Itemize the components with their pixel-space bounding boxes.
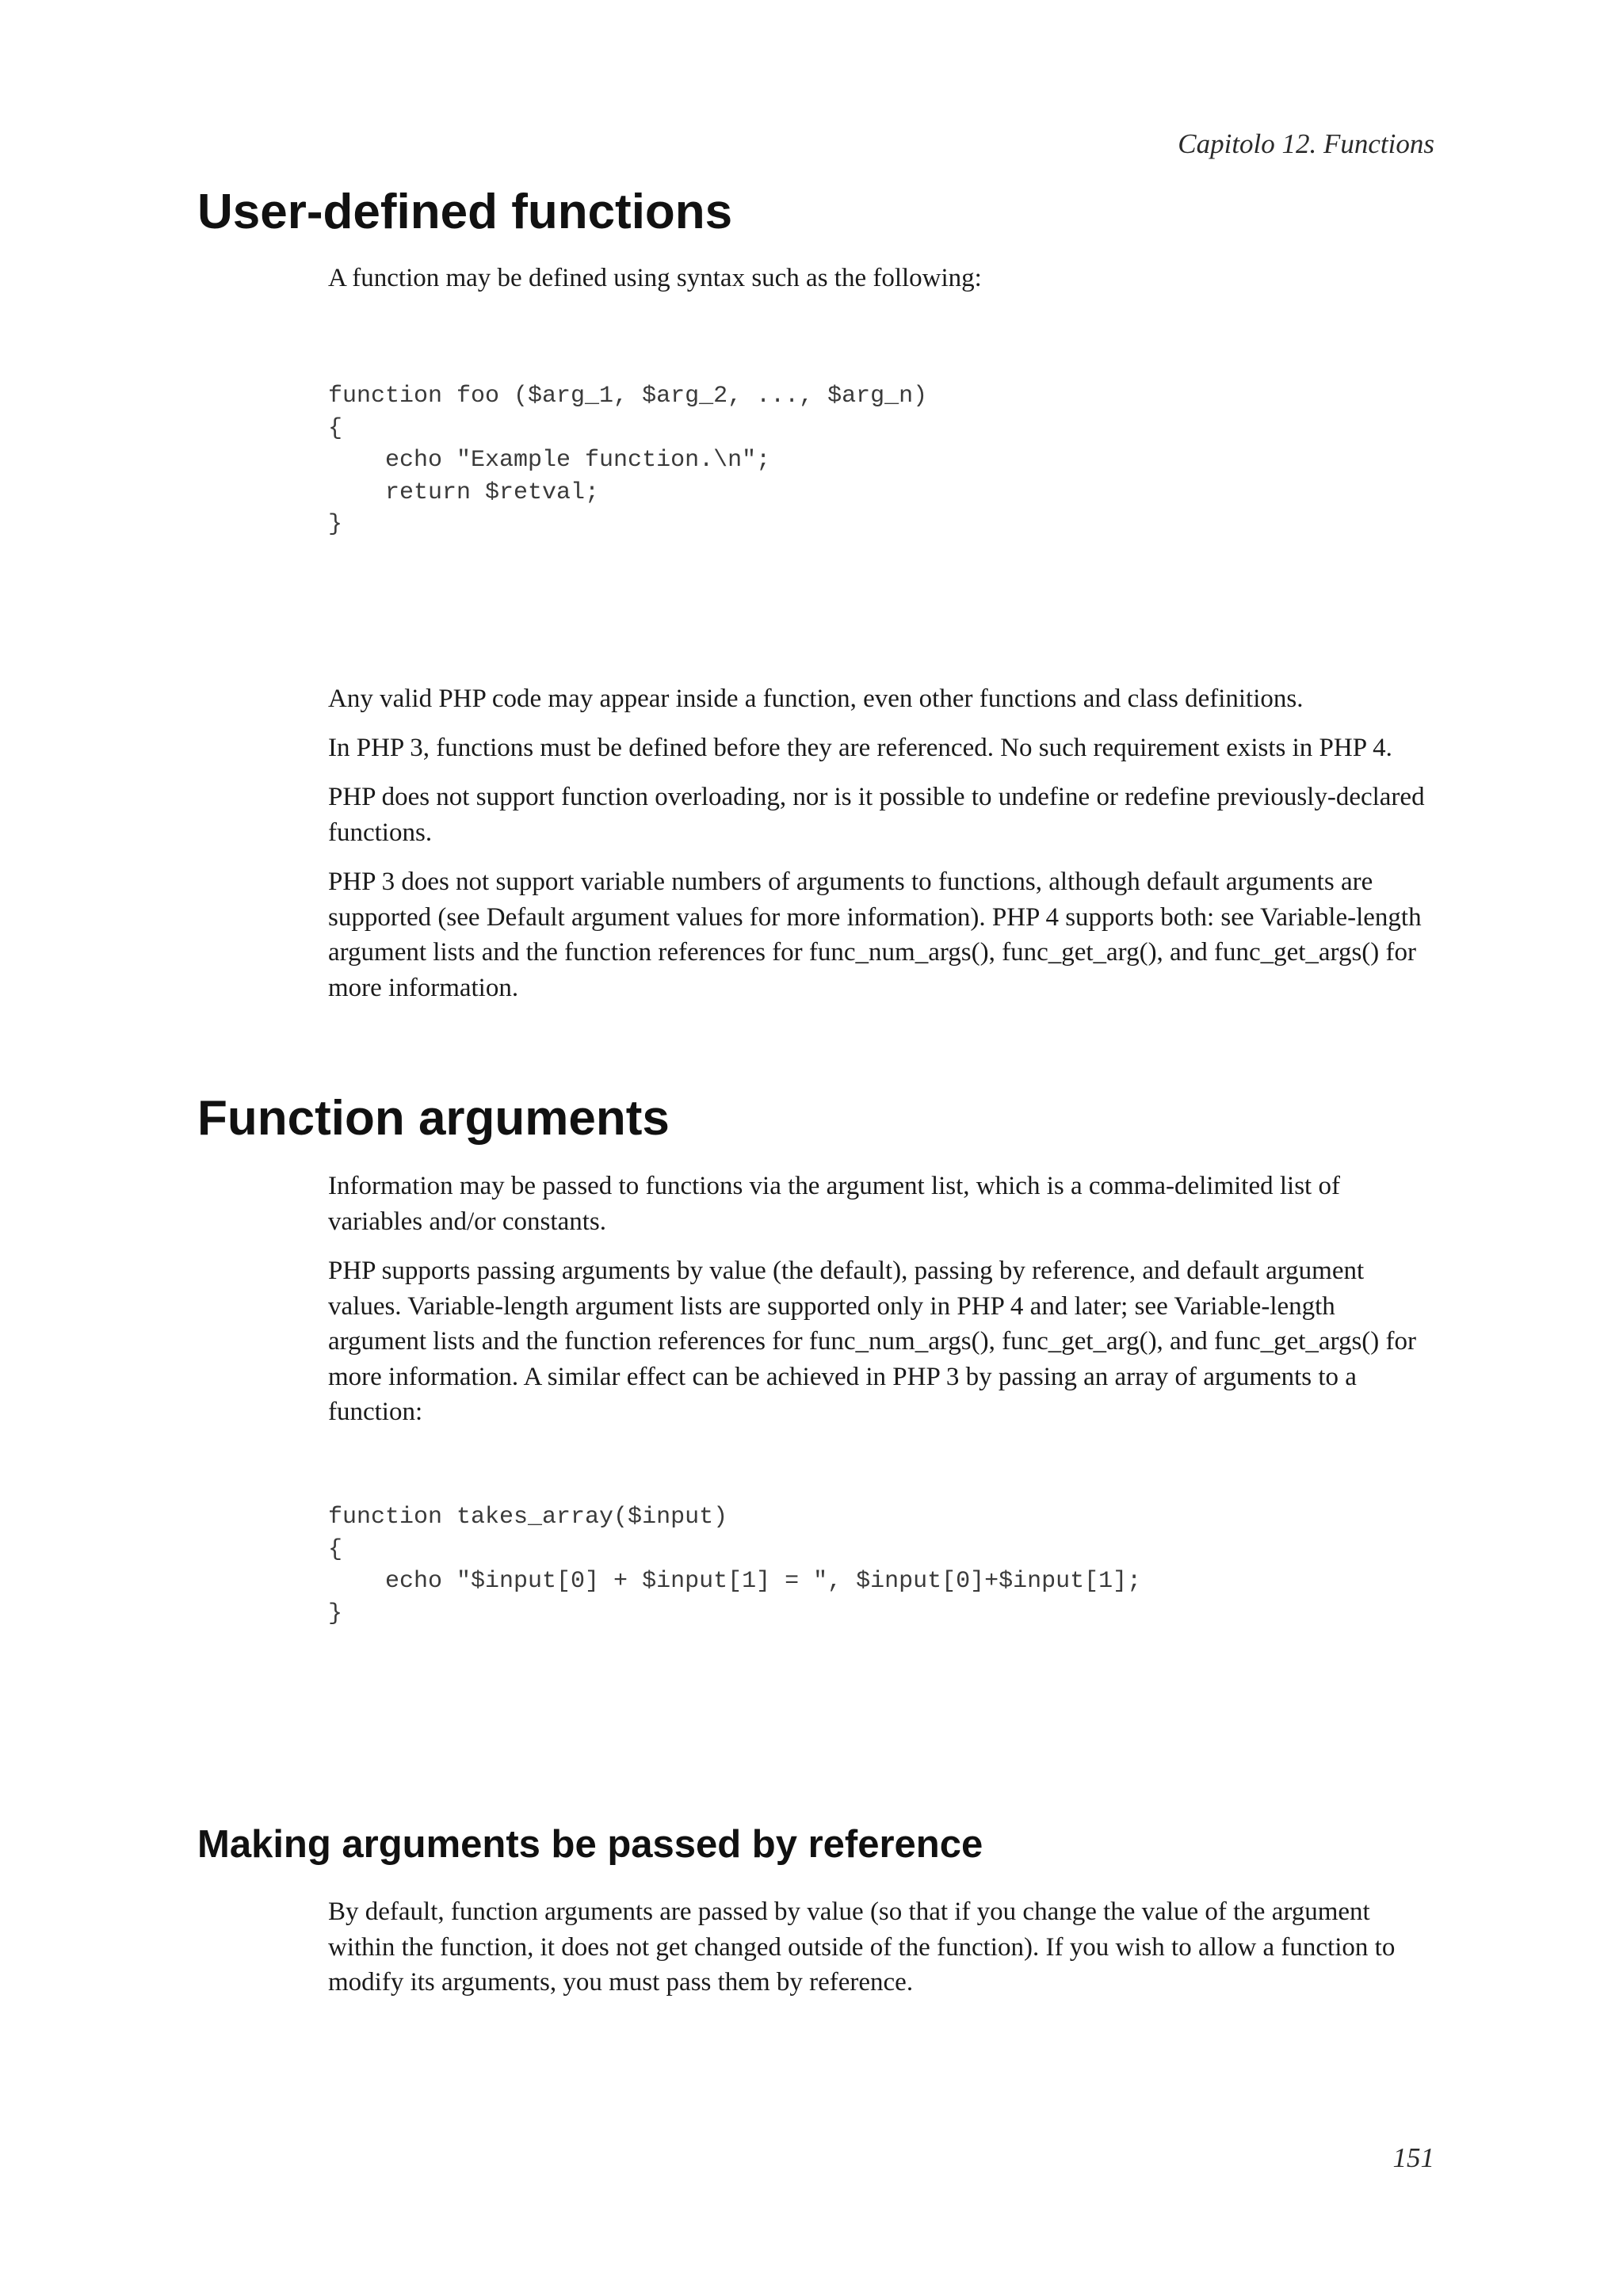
section-title-user-defined-functions: User-defined functions: [197, 185, 733, 239]
paragraph-php3-definition-order: In PHP 3, functions must be defined before they are referenced. No such requirement exists in PHP 4.: [328, 734, 1392, 762]
paragraph-argument-list: Information may be passed to functions via the argument list, which is a comma-delimited list of variables and/or constants.: [328, 1172, 1340, 1236]
paragraph-no-overloading: PHP does not support function overloading, nor is it possible to undefine or redefine previously-declared functions.: [328, 783, 1425, 847]
paragraph-valid-php-code: Any valid PHP code may appear inside a function, even other functions and class definitions.: [328, 685, 1304, 713]
paragraph-intro: A function may be defined using syntax such as the following:: [328, 264, 982, 292]
paragraph-passing-modes: PHP supports passing arguments by value (the default), passing by reference, and default argument values. Variable-length argument lists are supported only in PHP 4 and later; see Variable-length argument lists and the function references for func_num_args(), func_get_arg(), and func_get_args() for more information. A similar effect can be achieved in PHP 3 by passing an array of arguments to a function:: [328, 1257, 1416, 1426]
section-title-function-arguments: Function arguments: [197, 1091, 670, 1146]
paragraph-pass-by-value-default: By default, function arguments are passed by value (so that if you change the value of the argument within the function, it does not get changed outside of the function). If you wish to allow a function to modify its arguments, you must pass them by reference.: [328, 1897, 1396, 1997]
subsection-title-pass-by-reference: Making arguments be passed by reference: [197, 1823, 983, 1866]
code-block-function-syntax: function foo ($arg_1, $arg_2, ..., $arg_n) { echo "Example function.\n"; return $retval; }: [328, 383, 928, 538]
code-block-takes-array: function takes_array($input) { echo "$input[0] + $input[1] = ", $input[0]+$input[1]; }: [328, 1504, 1142, 1627]
running-header: Capitolo 12. Functions: [1178, 128, 1434, 159]
paragraph-variable-arguments: PHP 3 does not support variable numbers of arguments to functions, although default arguments are supported (see Default argument values for more information). PHP 4 supports both: see Variable-length argument lists and the function references for func_num_args(), func_get_arg(), and func_get_args() for more information.: [328, 868, 1422, 1002]
page-number: 151: [1392, 2142, 1434, 2173]
